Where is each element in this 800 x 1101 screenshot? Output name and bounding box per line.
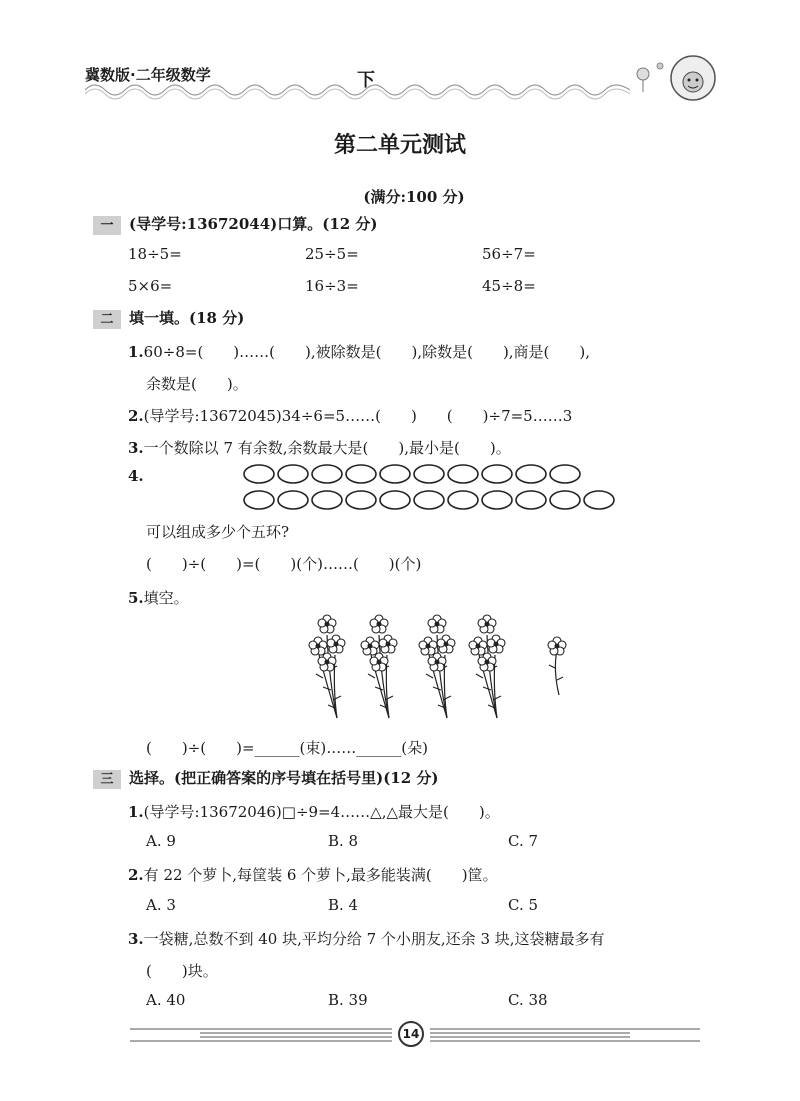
option-3-3-c: C. 38: [508, 991, 548, 1009]
oral-item-3: 56÷7=: [482, 245, 536, 263]
question-3-1: [128, 801, 500, 822]
page-title: 第二单元测试: [333, 132, 466, 158]
section-3-title: 选择。(把正确答案的序号填在括号里)(12 分): [129, 769, 439, 787]
oral-item-4: 5×6=: [128, 277, 173, 295]
rings-illustration: [243, 463, 623, 513]
question-2-5: [128, 587, 189, 608]
option-3-3-a: A. 40: [146, 991, 186, 1009]
question-number: 2.: [128, 407, 144, 425]
oral-item-1: 18÷5=: [128, 245, 182, 263]
section-2-heading: [93, 307, 244, 329]
question-2-1-line2: 余数是( )。: [146, 375, 248, 393]
question-text: 填空。: [143, 589, 189, 607]
option-3-1-b: B. 8: [328, 832, 359, 850]
section-2-tag: 二: [93, 310, 121, 329]
question-2-3: [128, 437, 511, 458]
option-3-2-c: C. 5: [508, 896, 539, 914]
series-label: 冀数版·二年级数学: [85, 66, 211, 84]
section-3-heading: [93, 767, 439, 789]
question-text: (导学号:13672046)□÷9=4……△,△最大是( )。: [143, 803, 500, 821]
full-score: (满分:100 分): [363, 188, 465, 206]
option-3-2-a: A. 3: [146, 896, 176, 914]
question-text: 60÷8=( )……( ),被除数是( ),除数是( ),商是( ),: [143, 343, 591, 361]
section-2-title: 填一填。(18 分): [129, 309, 245, 327]
flowers-illustration: [305, 610, 575, 725]
question-number: 5.: [128, 589, 144, 607]
question-2-5-formula: ( )÷( )=______(束)……______(朵): [146, 739, 428, 757]
question-text: 一袋糖,总数不到 40 块,平均分给 7 个小朋友,还余 3 块,这袋糖最多有: [143, 930, 605, 948]
question-number: 2.: [128, 866, 144, 884]
question-2-2: [128, 405, 572, 426]
question-number: 3.: [128, 930, 144, 948]
question-2-4-formula: ( )÷( )=( )(个)……( )(个): [146, 555, 422, 573]
oral-item-2: 25÷5=: [305, 245, 359, 263]
question-3-3: [128, 928, 605, 949]
question-text: 有 22 个萝卜,每筐装 6 个萝卜,最多能装满( )筐。: [143, 866, 498, 884]
page-number: 14: [398, 1021, 424, 1047]
section-1-title: (导学号:13672044)口算。(12 分): [129, 215, 378, 233]
option-3-1-a: A. 9: [146, 832, 176, 850]
question-number: 1.: [128, 343, 144, 361]
oral-item-5: 16÷3=: [305, 277, 359, 295]
option-3-3-b: B. 39: [328, 991, 368, 1009]
oral-item-6: 45÷8=: [482, 277, 536, 295]
section-3-tag: 三: [93, 770, 121, 789]
question-text: 一个数除以 7 有余数,余数最大是( ),最小是( )。: [143, 439, 511, 457]
section-1-tag: 一: [93, 216, 121, 235]
question-number: 3.: [128, 439, 144, 457]
cartoon-decoration-icon: [625, 52, 725, 104]
volume-label: 下: [357, 70, 375, 91]
question-3-3-line2: ( )块。: [146, 962, 218, 980]
option-3-1-c: C. 7: [508, 832, 539, 850]
section-1-heading: [93, 213, 378, 235]
question-2-4-number: 4.: [128, 467, 144, 485]
question-2-1: [128, 341, 590, 362]
question-text: (导学号:13672045)34÷6=5……( ) ( )÷7=5……3: [143, 407, 573, 425]
question-number: 1.: [128, 803, 144, 821]
question-2-4-text: 可以组成多少个五环?: [146, 523, 290, 541]
option-3-2-b: B. 4: [328, 896, 359, 914]
header-wave-line: [85, 78, 630, 102]
page-footer: [130, 1018, 700, 1052]
question-3-2: [128, 864, 498, 885]
page-header: [85, 52, 725, 104]
